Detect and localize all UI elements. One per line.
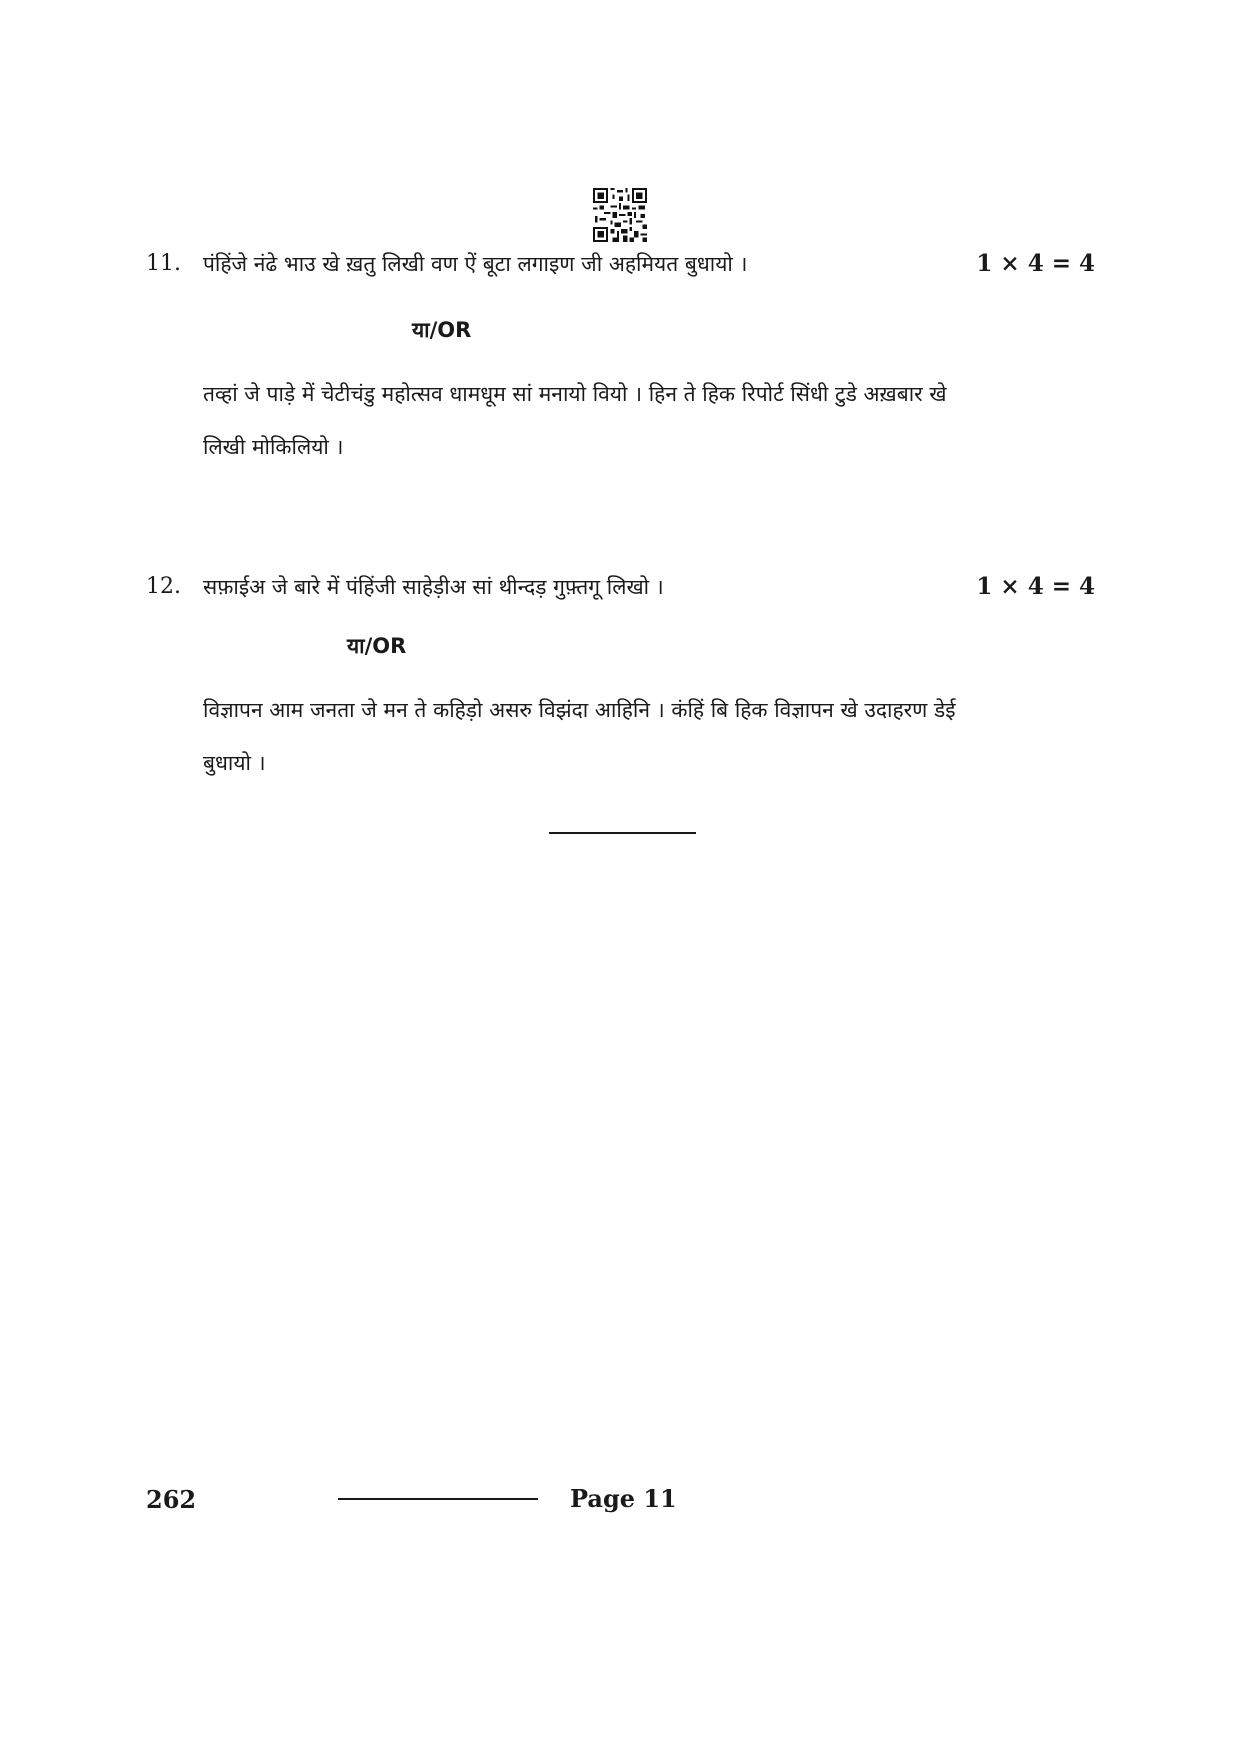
question-11-or-label: या/OR <box>412 318 472 342</box>
question-11-alternative-line-2: लिखी मोकिलियो । <box>203 435 344 459</box>
question-12-number: 12. <box>146 574 181 599</box>
question-12-alternative-line-1: विज्ञापन आम जनता जे मन ते कहिड़ो असरु विझंदा आहिनि । कंहिं बि हिक विज्ञापन खे उदाहरण डेई <box>203 698 956 722</box>
question-12-or-label: या/OR <box>347 634 407 658</box>
question-12-alternative-line-2: बुधायो । <box>203 751 266 775</box>
footer-paper-code: 262 <box>146 1485 197 1514</box>
question-11-marks: 1 × 4 = 4 <box>976 250 1095 277</box>
footer-page-number: Page 11 <box>570 1484 677 1513</box>
question-11-number: 11. <box>146 251 181 276</box>
end-divider <box>549 832 696 834</box>
question-11-alternative-line-1: तव्हां जे पाड़े में चेटीचंडु महोत्सव धामधूम सां मनायो वियो । हिन ते हिक रिपोर्ट सिंधी टुडे अख़बार खे <box>203 382 947 406</box>
question-11-text: पंहिंजे नंढे भाउ खे ख़तु लिखी वण ऐं बूटा लगाइण जी अहमियत बुधायो । <box>203 252 748 276</box>
question-12-marks: 1 × 4 = 4 <box>976 573 1095 600</box>
qr-code-image <box>593 188 647 242</box>
footer-divider <box>338 1498 538 1500</box>
question-12-text: सफ़ाईअ जे बारे में पंहिंजी साहेड़ीअ सां थीन्दड़ गुफ़्तगू लिखो । <box>203 575 664 599</box>
